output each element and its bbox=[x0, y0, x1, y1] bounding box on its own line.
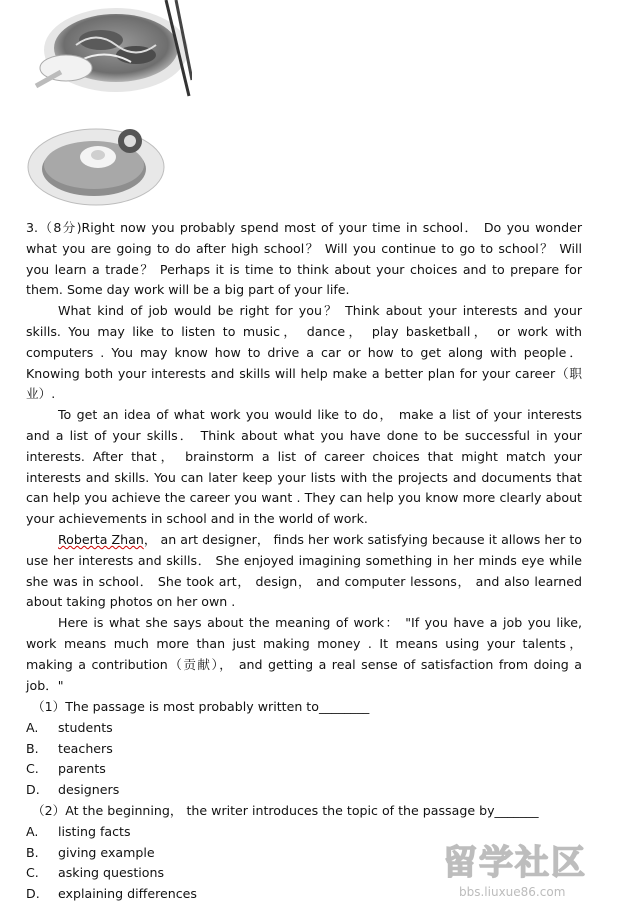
question-1-option-c[interactable]: C. parents bbox=[26, 761, 106, 777]
person-name: Roberta Zhan bbox=[58, 531, 144, 547]
question-2-stem: （2）At the beginning， the writer introduces the topic of the passage by_______ bbox=[32, 802, 539, 818]
soup-photo bbox=[26, 0, 192, 98]
pancake-photo bbox=[26, 117, 168, 212]
question-1-option-d[interactable]: D. designers bbox=[26, 782, 120, 798]
question-2-option-c[interactable]: C. asking questions bbox=[26, 865, 165, 881]
passage-paragraph-4 bbox=[26, 530, 582, 613]
passage-paragraph-5: Here is what she says about the meaning of work： "If you have a job you like, work means much more than just making money . It means using your talents， making a contribution（贡献）， and getting a real sense of satisfaction from doing a job．" bbox=[26, 615, 582, 693]
question-2-option-b[interactable]: B. giving example bbox=[26, 844, 155, 860]
reading-passage bbox=[26, 218, 582, 696]
site-watermark bbox=[441, 837, 611, 899]
question-1-option-b[interactable]: B. teachers bbox=[26, 740, 113, 756]
question-2-option-d[interactable]: D. explaining differences bbox=[26, 886, 197, 902]
watermark-logo-text: 留学社区 bbox=[443, 843, 587, 883]
passage-paragraph-3: To get an idea of what work you would like to do， make a list of your interests and a list of your skills． Think about what you have done to be successful in your interests. After that， brainstorm a list of career choices that might match your interests and skills. You can later keep your lists with the projects and documents that can help you achieve the career you want . They can help you know more clearly about your achievements in school and in the world of work. bbox=[26, 407, 582, 527]
passage-paragraph-2: What kind of job would be right for you？ Think about your interests and your skills. You may like to listen to music， dance， play basketball， or work with computers . You may know how to drive a car or how to get along with people． Knowing both your interests and skills will help make a better plan for your career（职业）. bbox=[26, 303, 582, 402]
question-1-option-a[interactable]: A. students bbox=[26, 719, 113, 735]
watermark-url: bbs.liuxue86.com bbox=[459, 885, 566, 899]
passage-paragraph-1: 3.（8分)Right now you probably spend most of your time in school． Do you wonder what you are going to do after high school？ Will you continue to go to school？ Will you learn a trade？ Perhaps it is time to think about your choices and to prepare for them. Some day work will be a big part of your life. bbox=[26, 220, 582, 298]
paragraph-4-text: ， an art designer， finds her work satisfying because it allows her to use her interests and skills． She enjoyed imagining something in her minds eye while she was in school． She took art， design， and computer lessons， and also learned about taking photos on her own . bbox=[26, 531, 582, 610]
question-2-option-a[interactable]: A. listing facts bbox=[26, 823, 131, 839]
question-1-stem: （1）The passage is most probably written to________ bbox=[32, 699, 370, 714]
